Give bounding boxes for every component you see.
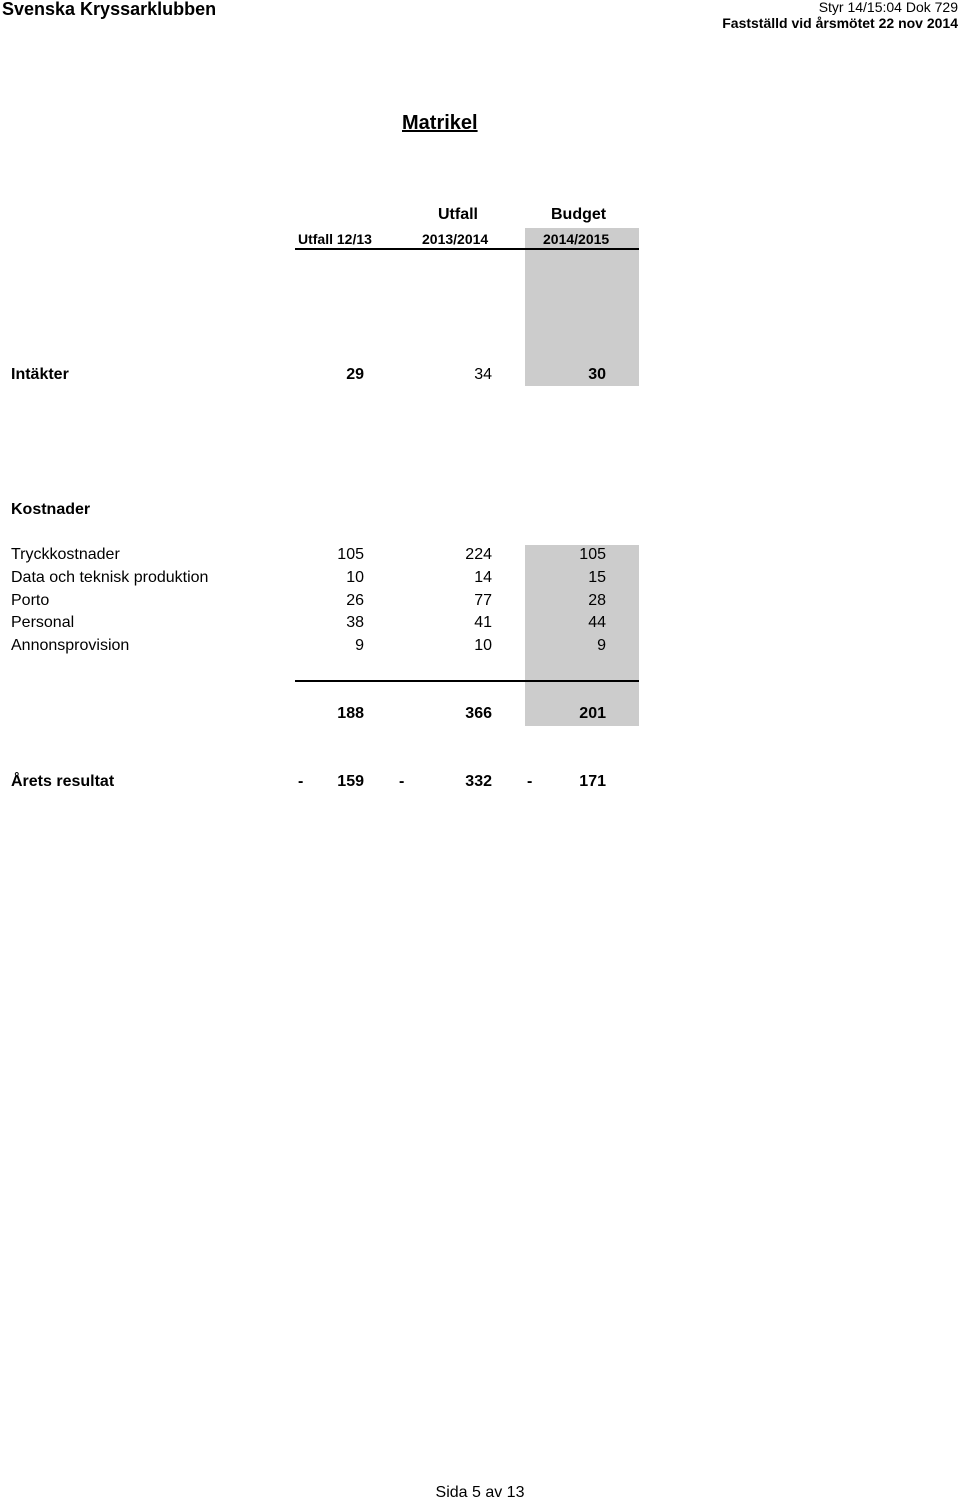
col1-header-line2: Utfall 12/13 [298,231,372,247]
cost-row-label: Tryckkostnader [11,546,120,563]
cost-row-value-budget: 9 [597,637,606,654]
cost-row-value-1213: 105 [337,546,364,563]
cost-row-value-1213: 10 [346,569,364,586]
organization-name: Svenska Kryssarklubben [2,0,217,19]
cost-total-1213: 188 [337,705,364,722]
result-sign-1213: - [298,773,304,790]
result-value-1314: 332 [465,773,492,790]
result-sign-budget: - [527,773,533,790]
cost-row-value-1314: 10 [474,637,492,654]
cost-row-value-1213: 38 [346,614,364,631]
document-reference: Styr 14/15:04 Dok 729 [818,0,958,15]
budget-column-shade-header [525,228,639,386]
cost-row-value-1314: 41 [474,614,492,631]
col2-header-line1: Utfall [438,206,478,223]
result-label: Årets resultat [11,773,115,790]
col3-header-line1: Budget [551,206,607,223]
cost-row-value-1314: 77 [474,592,492,609]
page-number: Sida 5 av 13 [435,1484,525,1501]
cost-total-budget: 201 [579,705,606,722]
adoption-note: Fastställd vid årsmötet 22 nov 2014 [722,15,958,31]
cost-row-label: Annonsprovision [11,637,130,654]
col3-header-line2: 2014/2015 [543,231,610,247]
income-value-budget: 30 [588,366,606,383]
totals-rule [295,680,639,682]
cost-total-1314: 366 [465,705,492,722]
header-rule [295,248,639,250]
cost-row-value-budget: 44 [588,614,606,631]
cost-row-label: Porto [11,592,50,609]
cost-row-value-1314: 224 [465,546,492,563]
income-label: Intäkter [11,366,69,383]
cost-row-value-1213: 26 [346,592,364,609]
income-value-1314: 34 [474,366,492,383]
cost-row-label: Data och teknisk produktion [11,569,209,586]
cost-row-value-budget: 15 [588,569,606,586]
costs-heading: Kostnader [11,501,91,518]
result-value-1213: 159 [337,773,364,790]
cost-row-label: Personal [11,614,75,631]
cost-row-value-1314: 14 [474,569,492,586]
col2-header-line2: 2013/2014 [422,231,489,247]
cost-row-value-1213: 9 [355,637,364,654]
cost-row-value-budget: 28 [588,592,606,609]
result-sign-1314: - [399,773,405,790]
cost-row-value-budget: 105 [579,546,606,563]
result-value-budget: 171 [579,773,606,790]
page-title: Matrikel [402,112,478,134]
income-value-1213: 29 [346,366,364,383]
